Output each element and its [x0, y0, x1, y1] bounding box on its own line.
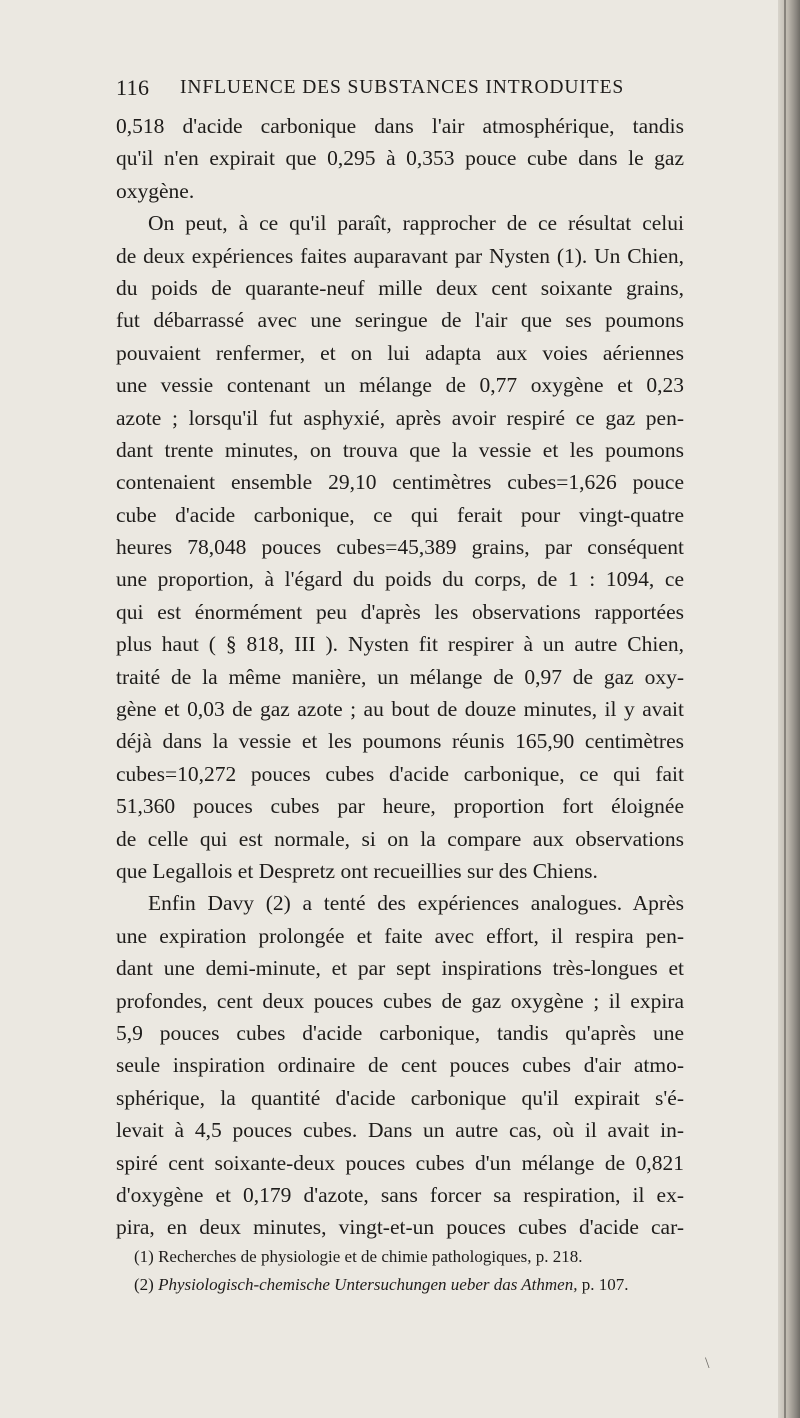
footnote-2 [134, 1271, 694, 1299]
running-head [116, 75, 686, 105]
text-line: gène et 0,03 de gaz azote ; au bout de douze minutes, il y avait [116, 697, 684, 722]
footnote-2-marker: (2) [134, 1275, 159, 1294]
text-line: heures 78,048 pouces cubes=45,389 grains, par conséquent [116, 535, 684, 560]
text-line: déjà dans la vessie et les poumons réunis 165,90 centimètres [116, 729, 684, 754]
footnote-2-page: p. 107. [577, 1275, 629, 1294]
text-line: de deux expériences faites auparavant par Nysten (1). Un Chien, [116, 243, 684, 268]
text-line: que Legallois et Despretz ont recueillies sur des Chiens. [116, 858, 598, 883]
text-line: 5,9 pouces cubes d'acide carbonique, tandis qu'après une [116, 1020, 684, 1045]
text-line: azote ; lorsqu'il fut asphyxié, après avoir respiré ce gaz pen- [116, 405, 684, 430]
footnote-2-title: Physiologisch-chemische Untersuchungen ueber das Athmen, [158, 1275, 578, 1294]
text-line: une expiration prolongée et faite avec effort, il respira pen- [116, 923, 684, 948]
text-line: une proportion, à l'égard du poids du corps, de 1 : 1094, ce [116, 567, 684, 592]
text-line: dant trente minutes, on trouva que la vessie et les poumons [116, 437, 684, 462]
paragraph-start-line: Enfin Davy (2) a tenté des expériences analogues. Après [148, 891, 684, 916]
text-line: qui est énormément peu d'après les observations rapportées [116, 599, 684, 624]
text-line: une vessie contenant un mélange de 0,77 oxygène et 0,23 [116, 373, 684, 398]
text-line: contenaient ensemble 29,10 centimètres cubes=1,626 pouce [116, 470, 684, 495]
text-line: du poids de quarante-neuf mille deux cent soixante grains, [116, 275, 684, 300]
footnotes [134, 1243, 694, 1299]
page-number: 116 [116, 75, 150, 100]
stray-mark: \ [705, 1355, 710, 1372]
text-line: cubes=10,272 pouces cubes d'acide carbonique, ce qui fait [116, 761, 684, 786]
text-line: dant une demi-minute, et par sept inspirations très-longues et [116, 956, 684, 981]
text-line: sphérique, la quantité d'acide carbonique qu'il expirait s'é- [116, 1085, 684, 1110]
text-line: d'oxygène et 0,179 d'azote, sans forcer sa respiration, il ex- [116, 1182, 684, 1207]
text-line: 0,518 d'acide carbonique dans l'air atmosphérique, tandis [116, 114, 684, 138]
text-line: traité de la même manière, un mélange de 0,97 de gaz oxy- [116, 664, 684, 689]
text-line: profondes, cent deux pouces cubes de gaz oxygène ; il expira [116, 988, 684, 1013]
text-line: 51,360 pouces cubes par heure, proportion fort éloignée [116, 794, 684, 819]
footnote-1: (1) Recherches de physiologie et de chimie pathologiques, p. 218. [134, 1247, 583, 1266]
text-line: pouvaient renfermer, et on lui adapta aux voies aériennes [116, 340, 684, 365]
text-line: oxygène. [116, 178, 195, 203]
paragraph-start-line: On peut, à ce qu'il paraît, rapprocher de ce résultat celui [148, 211, 684, 236]
text-line: seule inspiration ordinaire de cent pouces cubes d'air atmo- [116, 1053, 684, 1078]
text-line: cube d'acide carbonique, ce qui ferait pour vingt-quatre [116, 502, 684, 527]
text-line: fut débarrassé avec une seringue de l'air que ses poumons [116, 308, 684, 333]
text-line: plus haut ( § 818, III ). Nysten fit respirer à un autre Chien, [116, 632, 684, 657]
page-edge-line [784, 0, 786, 1418]
text-line: spiré cent soixante-deux pouces cubes d'un mélange de 0,821 [116, 1150, 684, 1175]
page-edge-shadow [778, 0, 800, 1418]
text-line: levait à 4,5 pouces cubes. Dans un autre cas, où il avait in- [116, 1118, 684, 1143]
running-head-title: INFLUENCE DES SUBSTANCES INTRODUITES [180, 77, 625, 98]
text-line: pira, en deux minutes, vingt-et-un pouces cubes d'acide car- [116, 1215, 684, 1240]
text-line: qu'il n'en expirait que 0,295 à 0,353 pouce cube dans le gaz [116, 146, 684, 171]
text-line: de celle qui est normale, si on la compare aux observations [116, 826, 684, 851]
body-text [116, 110, 684, 1244]
